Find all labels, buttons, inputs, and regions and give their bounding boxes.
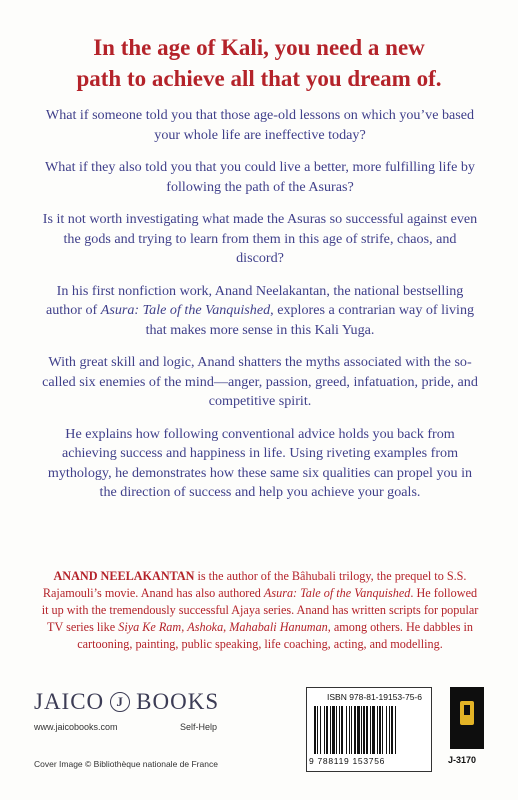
blurb-paragraph-3: Is it not worth investigating what made the Asuras so successful against even the gods and trying to learn from them in this age of strife, chaos, and discord? <box>42 211 478 266</box>
barcode-bar <box>354 706 356 754</box>
barcode-bar <box>341 706 343 754</box>
headline-line-1: In the age of Kali, you need a new <box>93 35 425 60</box>
barcode-bar <box>391 706 393 754</box>
author-name: ANAND NEELAKANTAN <box>53 569 195 583</box>
bio-title-2: Siya Ke Ram <box>118 620 182 634</box>
barcode-bar <box>370 706 371 754</box>
bio-text-1: is the author of the Bâhubali trilogy, the prequel to S.S. Rajamouli’s movie. Anand has also authored <box>42 569 467 600</box>
blurb-paragraph-1: What if someone told you that those age-old lessons on which you’ve based your whole life are ineffective today? <box>45 107 475 143</box>
blurb-paragraph-6: He explains how following conventional advice holds you back from achieving success and happiness in life. Using riveting examples from mythology, he demonstrates how these same six qualities can propel you in the direction of success and help you achieve your goals. <box>47 425 473 500</box>
barcode-bar <box>336 706 337 754</box>
bio-title-3: Ashoka <box>187 620 224 634</box>
barcode-bar <box>372 706 375 754</box>
bio-title-4: Mahabali Hanuman <box>229 620 328 634</box>
blurb-paragraph-4 <box>40 282 480 341</box>
bio-text-2: . He followed it up with the tremendously successful Ajaya series. Anand has written scripts for popular TV series like <box>41 586 479 634</box>
blurb-p4-text-a: In his first nonfiction work, Anand Neelakantan, the national bestselling author of <box>45 282 464 318</box>
barcode-bar <box>330 706 331 754</box>
barcode-bar <box>351 706 352 754</box>
blurb-paragraph-5: With great skill and logic, Anand shatters the myths associated with the so-called six enemies of the mind—anger, passion, greed, infatuation, pride, and competitive spirit. <box>42 354 478 409</box>
barcode-bar <box>366 706 368 754</box>
barcode-bar <box>357 706 360 754</box>
headline-line-2: path to achieve all that you dream of. <box>76 66 442 91</box>
blurb-paragraph-2: What if they also told you that you could live a better, more fulfilling life by following the path of the Asuras? <box>45 159 475 195</box>
barcode-bar <box>349 706 350 754</box>
bio-title-1: Asura: Tale of the Vanquished <box>263 586 411 600</box>
blurb <box>40 106 480 516</box>
blurb-p4-text-b: , explores a contrarian way of living that makes more sense in this Kali Yuga. <box>145 302 475 338</box>
author-bio <box>40 568 480 653</box>
barcode-bar <box>320 706 321 754</box>
barcode-bar <box>332 706 335 754</box>
publisher-emblem-icon: J <box>110 692 130 712</box>
publisher-name-left: JAICO <box>34 689 105 714</box>
barcode-bar <box>346 706 347 754</box>
barcode-bar <box>389 706 390 754</box>
barcode-icon <box>313 706 425 756</box>
barcode-bar <box>379 706 381 754</box>
barcode-bar <box>317 706 318 754</box>
barcode-bar <box>326 706 328 754</box>
publisher-website: www.jaicobooks.com <box>34 722 118 732</box>
barcode-panel <box>306 687 432 772</box>
isbn-text: ISBN 978-81-19153-75-6 <box>327 692 422 702</box>
publisher-badge-icon <box>450 687 484 749</box>
barcode-bar <box>324 706 325 754</box>
barcode-bar <box>361 706 362 754</box>
publisher-logo <box>34 688 219 716</box>
barcode-bar <box>382 706 383 754</box>
barcode-bar <box>339 706 340 754</box>
headline <box>30 32 488 94</box>
product-code: J-3170 <box>448 755 477 765</box>
book-category: Self-Help <box>180 722 218 732</box>
barcode-bar <box>377 706 378 754</box>
publisher-name-right: BOOKS <box>136 689 220 714</box>
badge-emblem-icon <box>460 701 474 725</box>
barcode-bar <box>363 706 365 754</box>
bio-text-4: , <box>223 620 230 634</box>
barcode-bar <box>314 706 316 754</box>
bio-text-3: , <box>181 620 188 634</box>
blurb-p4-book-title: Asura: Tale of the Vanquished <box>100 302 271 318</box>
barcode-digits: 9 788119 153756 <box>309 756 386 766</box>
bio-text-5: , among others. He dabbles in cartooning, painting, public speaking, life coaching, acting, and modelling. <box>77 620 473 651</box>
cover-image-credit: Cover Image © Bibliothèque nationale de France <box>34 759 218 769</box>
barcode-bar <box>386 706 387 754</box>
barcode-bar <box>395 706 396 754</box>
